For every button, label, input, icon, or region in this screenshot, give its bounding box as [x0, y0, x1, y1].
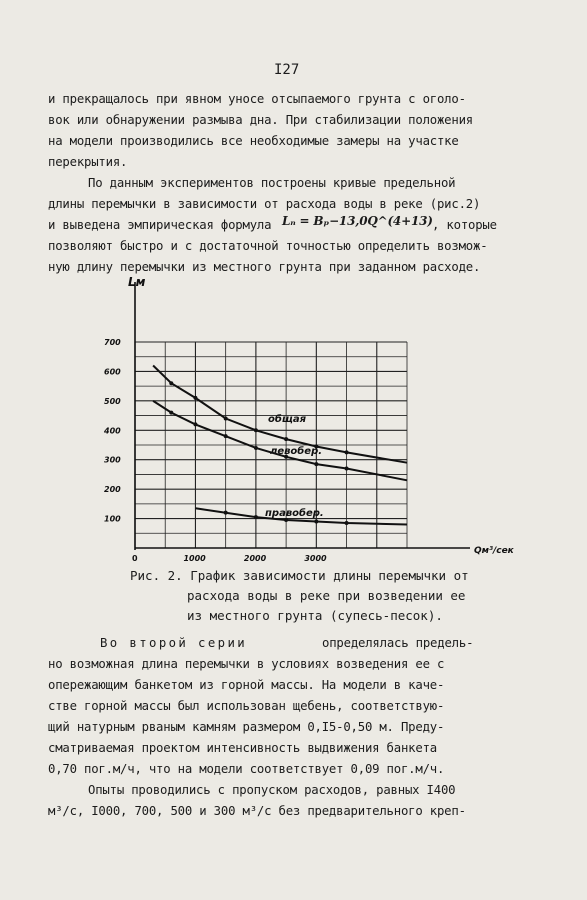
- y-tick-label: 100: [104, 514, 121, 524]
- x-axis-label: Qм³/сек: [474, 546, 514, 556]
- figure-caption: расхода воды в реке при возведении ее: [187, 588, 466, 603]
- text-line: , которые: [432, 218, 497, 232]
- spaced-lead-text: Во второй серии: [100, 636, 248, 650]
- y-tick-label: 400: [104, 426, 121, 436]
- text-line: позволяют быстро и с достаточной точностью определить возмож-: [48, 239, 488, 253]
- text-line: определялась предель-: [322, 636, 474, 650]
- text-line: сматриваемая проектом интенсивность выдвижения банкета: [48, 741, 437, 755]
- data-point: [169, 411, 173, 415]
- data-point: [224, 434, 228, 438]
- handwritten-formula: Lₙ = Bₚ−13,0Q^(4+13): [282, 214, 433, 228]
- data-point: [284, 437, 288, 441]
- y-axis-label: Lм: [128, 275, 146, 289]
- series-line: [153, 401, 407, 480]
- data-point: [314, 520, 318, 524]
- y-tick-label: 500: [104, 396, 121, 406]
- data-point: [224, 511, 228, 515]
- text-line: стве горной массы был использован щебень, соответствую-: [48, 699, 445, 713]
- data-point: [254, 515, 258, 519]
- x-tick-label: 1000: [183, 554, 206, 563]
- y-tick-label: 600: [104, 367, 121, 377]
- x-tick-label: 3000: [304, 554, 327, 563]
- page-number: I27: [274, 62, 300, 78]
- text-line: на модели производились все необходимые замеры на участке: [48, 134, 459, 148]
- text-line: и прекращалось при явном уносе отсыпаемого грунта с оголо-: [48, 92, 466, 106]
- chart: [0, 270, 587, 600]
- data-point: [254, 428, 258, 432]
- text-line: опережающим банкетом из горной массы. На модели в каче-: [48, 678, 445, 692]
- series-label: общая: [268, 414, 307, 425]
- data-point: [169, 381, 173, 385]
- y-tick-label: 300: [104, 455, 121, 465]
- data-point: [254, 446, 258, 450]
- text-line: 0,70 пог.м/ч, что на модели соответствует 0,09 пог.м/ч.: [48, 762, 445, 776]
- text-line: но возможная длина перемычки в условиях возведения ее с: [48, 657, 445, 671]
- text-line: и выведена эмпирическая формула: [48, 218, 272, 232]
- text-line: м³/с, I000, 700, 500 и 300 м³/с без предварительного креп-: [48, 804, 466, 818]
- text-line: перекрытия.: [48, 155, 128, 169]
- data-point: [224, 417, 228, 421]
- text-line: ную длину перемычки из местного грунта при заданном расходе.: [48, 260, 481, 274]
- y-tick-label: 700: [104, 338, 121, 347]
- series-label: левобер.: [270, 446, 323, 457]
- series-label: правобер.: [265, 508, 324, 519]
- text-line: По данным экспериментов построены кривые предельной: [88, 176, 456, 190]
- text-line: Опыты проводились с пропуском расходов, равных I400: [88, 783, 456, 797]
- chart-labels: [103, 275, 515, 563]
- text-line: вок или обнаружении размыва дна. При стабилизации положения: [48, 113, 473, 127]
- data-point: [345, 450, 349, 454]
- data-point: [193, 396, 197, 400]
- data-point: [345, 521, 349, 525]
- figure-caption: Рис. 2. График зависимости длины перемычки от: [130, 568, 469, 583]
- data-point: [193, 422, 197, 426]
- origin-label: 0: [132, 554, 138, 563]
- x-tick-label: 2000: [243, 554, 267, 563]
- text-line: длины перемычки в зависимости от расхода воды в реке (рис.2): [48, 197, 481, 211]
- data-point: [345, 467, 349, 471]
- data-point: [314, 462, 318, 466]
- text-line: щий натурным рваным камням размером 0,I5-0,50 м. Преду-: [48, 720, 445, 734]
- figure-caption: из местного грунта (супесь-песок).: [187, 608, 443, 623]
- y-tick-label: 200: [104, 485, 121, 495]
